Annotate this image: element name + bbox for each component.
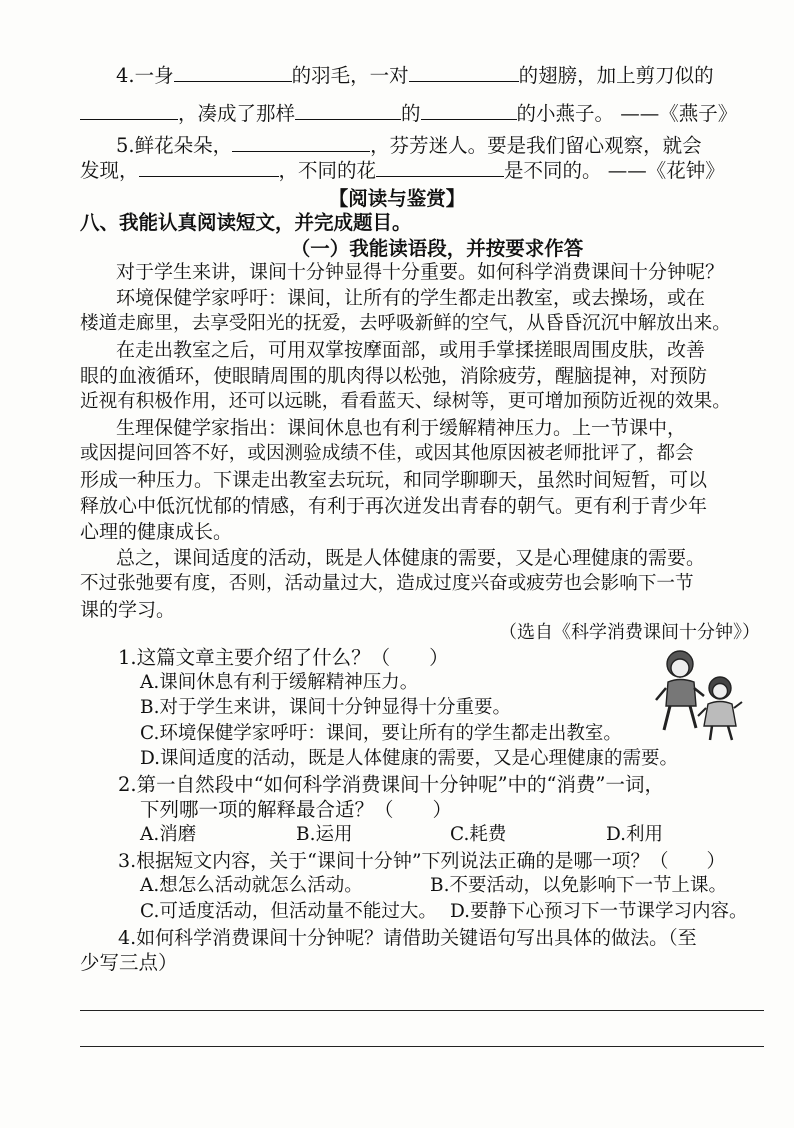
passage-line: 对于学生来讲，课间十分钟显得十分重要。如何科学消费课间十分钟呢？ — [116, 261, 725, 283]
passage-line: 心理的健康成长。 — [80, 521, 233, 543]
passage-line: 生理保健学家指出：课间休息也有利于缓解精神压力。上一节课中， — [116, 417, 687, 439]
q2-option-d[interactable]: D.利用 — [606, 824, 664, 845]
q4-blank-5[interactable] — [421, 100, 517, 120]
q4-stem-1: 4.如何科学消费课间十分钟呢？请借助关键语句写出具体的做法。（至 — [118, 927, 697, 949]
q4-blank-4[interactable] — [295, 100, 401, 120]
q3-option-d[interactable]: D.要静下心预习下一节课学习内容。 — [450, 901, 748, 922]
q5-text-5: 是不同的。 ——《花钟》 — [504, 159, 725, 182]
fill-in-q5-line1 — [116, 132, 794, 159]
q4-text-6: 的小燕子。 ——《燕子》 — [516, 102, 738, 125]
q4-stem-2: 少写三点） — [80, 951, 178, 974]
q3-stem: 3.根据短文内容，关于“课间十分钟”下列说法正确的是哪一项？（ ） — [118, 850, 726, 872]
q2-stem-2: 下列哪一项的解释最合适？（ ） — [140, 798, 453, 821]
q1-option-b[interactable]: B.对于学生来讲，课间十分钟显得十分重要。 — [140, 697, 511, 718]
q4-blank-2[interactable] — [409, 62, 519, 82]
q5-text-2: ，芬芳迷人。要是我们留心观察，就会 — [370, 134, 702, 157]
passage-line: 或因提问回答不好，或因测验成绩不佳，或因其他原因被老师批评了，都会 — [80, 443, 694, 464]
passage-line: 形成一种压力。下课走出教室去玩玩，和同学聊聊天，虽然时间短暂，可以 — [80, 469, 708, 491]
section-header: 【阅读与鉴赏】 — [328, 187, 466, 210]
passage-line: 不过张弛要有度，否则，活动量过大，造成过度兴奋或疲劳也会影响下一节 — [80, 573, 694, 594]
q5-text-1: 5.鲜花朵朵， — [116, 134, 233, 157]
passage-line: 总之，课间适度的活动，既是人体健康的需要，又是心理健康的需要。 — [116, 547, 706, 569]
q2-option-c[interactable]: C.耗费 — [450, 824, 507, 845]
fill-in-q4-line2 — [80, 100, 770, 127]
q5-text-4: ，不同的花 — [278, 159, 377, 182]
q1-option-c[interactable]: C.环境保健学家呼吁：课间，要让所有的学生都走出教室。 — [140, 723, 622, 744]
passage-line: 释放心中低沉忧郁的情感，有利于再次迸发出青春的朝气。更有利于青少年 — [80, 495, 708, 517]
passage-line: 课的学习。 — [80, 599, 176, 621]
q4-text-5: 的 — [401, 102, 421, 125]
answer-line-1[interactable] — [80, 1010, 764, 1011]
q4-text-3: 的翅膀，加上剪刀似的 — [518, 64, 714, 87]
q4-blank-3[interactable] — [80, 100, 178, 120]
passage-line: 环境保健学家呼吁：课间，让所有的学生都走出教室，或去操场，或在 — [116, 287, 706, 309]
passage-source: （选自《科学消费课间十分钟》） — [499, 622, 760, 643]
q4-text-2: 的羽毛，一对 — [291, 64, 409, 87]
q5-blank-1[interactable] — [232, 132, 370, 152]
q4-text-4: ，凑成了那样 — [178, 102, 296, 125]
passage-line: 近视有积极作用，还可以远眺，看看蓝天、绿树等，更可增加预防近视的效果。 — [80, 391, 731, 412]
q1-option-d[interactable]: D.课间适度的活动，既是人体健康的需要，又是心理健康的需要。 — [140, 748, 679, 769]
fill-in-q4-line1 — [116, 62, 794, 89]
passage-line: 在走出教室之后，可用双掌按摩面部，或用手掌揉搓眼周围皮肤，改善 — [116, 339, 706, 361]
q1-option-a[interactable]: A.课间休息有利于缓解精神压力。 — [140, 672, 419, 693]
question-eight-title: 八、我能认真阅读短文，并完成题目。 — [80, 211, 412, 234]
q2-option-b[interactable]: B.运用 — [296, 824, 353, 845]
passage-line: 楼道走廊里，去享受阳光的抚爱，去呼吸新鲜的空气，从昏昏沉沉中解放出来。 — [80, 313, 731, 334]
passage-title: （一）我能读语段，并按要求作答 — [290, 237, 584, 260]
fill-in-q5-line2 — [80, 157, 770, 184]
q2-option-a[interactable]: A.消磨 — [140, 824, 197, 845]
q5-text-3: 发现， — [80, 159, 139, 182]
kids-illustration — [650, 644, 750, 744]
q3-option-c[interactable]: C.可适度活动，但活动量不能过大。 — [140, 901, 437, 922]
q3-option-a[interactable]: A.想怎么活动就怎么活动。 — [140, 875, 363, 896]
q2-stem-1: 2.第一自然段中“如何科学消费课间十分钟呢”中的“消费”一词， — [118, 773, 664, 796]
answer-line-2[interactable] — [80, 1046, 764, 1047]
q1-stem: 1.这篇文章主要介绍了什么？（ ） — [118, 646, 449, 669]
q4-text-1: 4.一身 — [116, 64, 174, 87]
q3-option-b[interactable]: B.不要活动，以免影响下一节上课。 — [430, 875, 727, 896]
passage-line: 眼的血液循环，使眼睛周围的肌肉得以松弛，消除疲劳，醒脑提神，对预防 — [80, 365, 708, 387]
q4-blank-1[interactable] — [174, 62, 292, 82]
q5-blank-3[interactable] — [376, 157, 504, 177]
q5-blank-2[interactable] — [139, 157, 279, 177]
